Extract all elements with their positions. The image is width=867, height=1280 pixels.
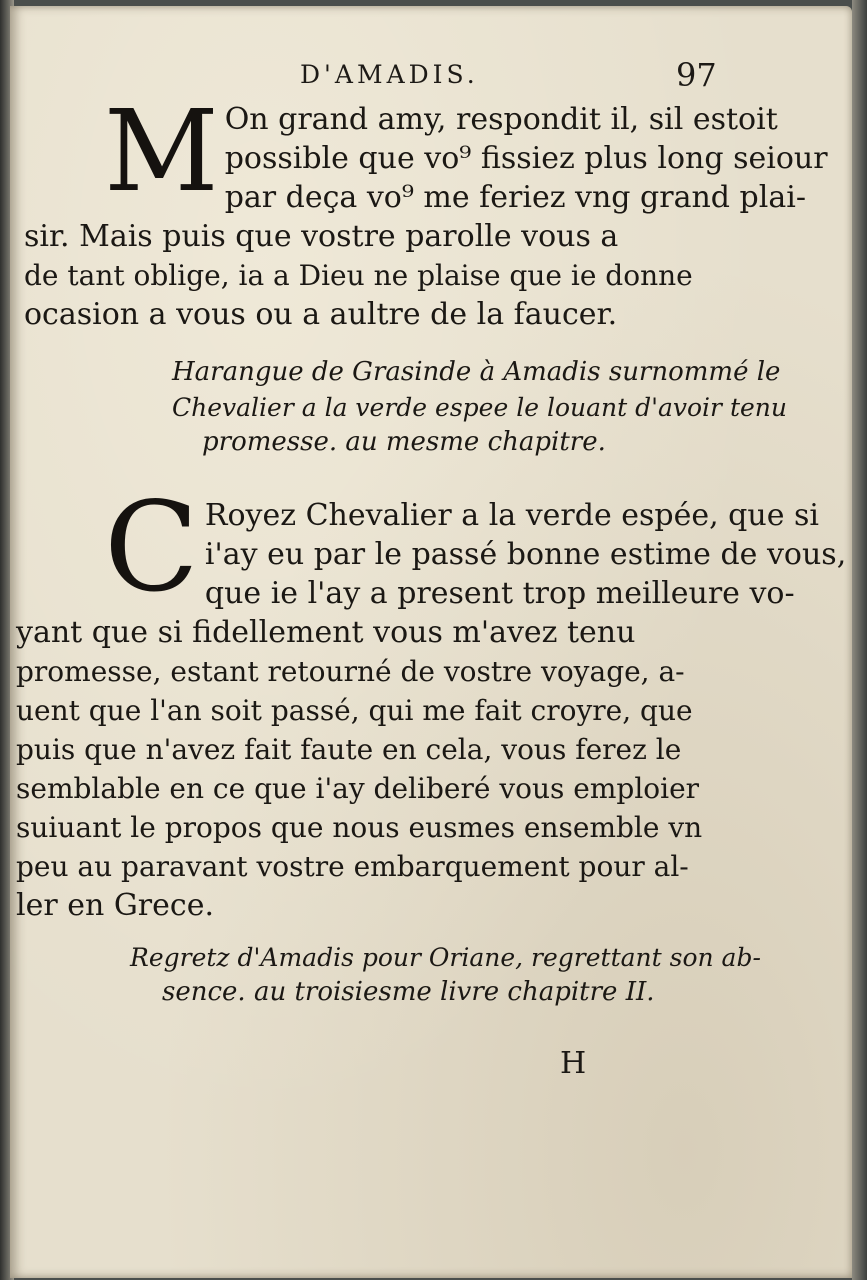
caption-line: Harangue de Grasinde à Amadis surnommé le: [172, 357, 781, 387]
text-line: de tant oblige, ia a Dieu ne plaise que ie donne: [24, 259, 693, 292]
text-line: semblable en ce que i'ay deliberé vous emploier: [16, 772, 700, 805]
book-edge-right: [852, 0, 867, 1280]
signature-mark: H: [560, 1046, 587, 1081]
caption-1: [172, 355, 787, 460]
text-line: possible que vo⁹ fissiez plus long seiour: [224, 141, 828, 176]
text-line: sir. Mais puis que vostre parolle vous a: [24, 219, 619, 254]
caption-line: promesse. au mesme chapitre.: [202, 427, 606, 457]
drop-cap-initial: C: [104, 476, 199, 620]
text-line: ler en Grece.: [16, 888, 214, 923]
text-line: On grand amy, respondit il, sil estoit: [224, 102, 778, 137]
paragraph-2: [16, 476, 847, 925]
text-line: puis que n'avez fait faute en cela, vous ferez le: [16, 733, 682, 766]
text-line: peu au paravant vostre embarquement pour al-: [16, 850, 689, 883]
text-line: que ie l'ay a present trop meilleure vo-: [204, 576, 795, 611]
caption-line: Chevalier a la verde espee le louant d'avoir tenu: [172, 393, 787, 422]
text-line: uent que l'an soit passé, qui me fait croyre, que: [16, 694, 693, 727]
paragraph-1: [24, 87, 828, 334]
caption-line: sence. au troisiesme livre chapitre II.: [162, 977, 655, 1007]
drop-cap-initial: M: [104, 87, 219, 217]
text-line: ocasion a vous ou a aultre de la faucer.: [24, 297, 618, 332]
text-line: yant que si fidellement vous m'avez tenu: [16, 615, 636, 650]
caption-2: [130, 940, 761, 1010]
running-head: D'AMADIS.: [300, 60, 479, 89]
text-line: par deça vo⁹ me feriez vng grand plai-: [224, 180, 806, 215]
text-line: promesse, estant retourné de vostre voyage, a-: [16, 655, 685, 688]
text-line: Royez Chevalier a la verde espée, que si: [204, 498, 819, 533]
text-line: suiuant le propos que nous eusmes ensemble vn: [16, 811, 703, 844]
caption-line: Regretz d'Amadis pour Oriane, regrettant son ab-: [130, 943, 761, 972]
text-line: i'ay eu par le passé bonne estime de vous,: [204, 537, 847, 572]
page-number: 97: [676, 56, 717, 94]
